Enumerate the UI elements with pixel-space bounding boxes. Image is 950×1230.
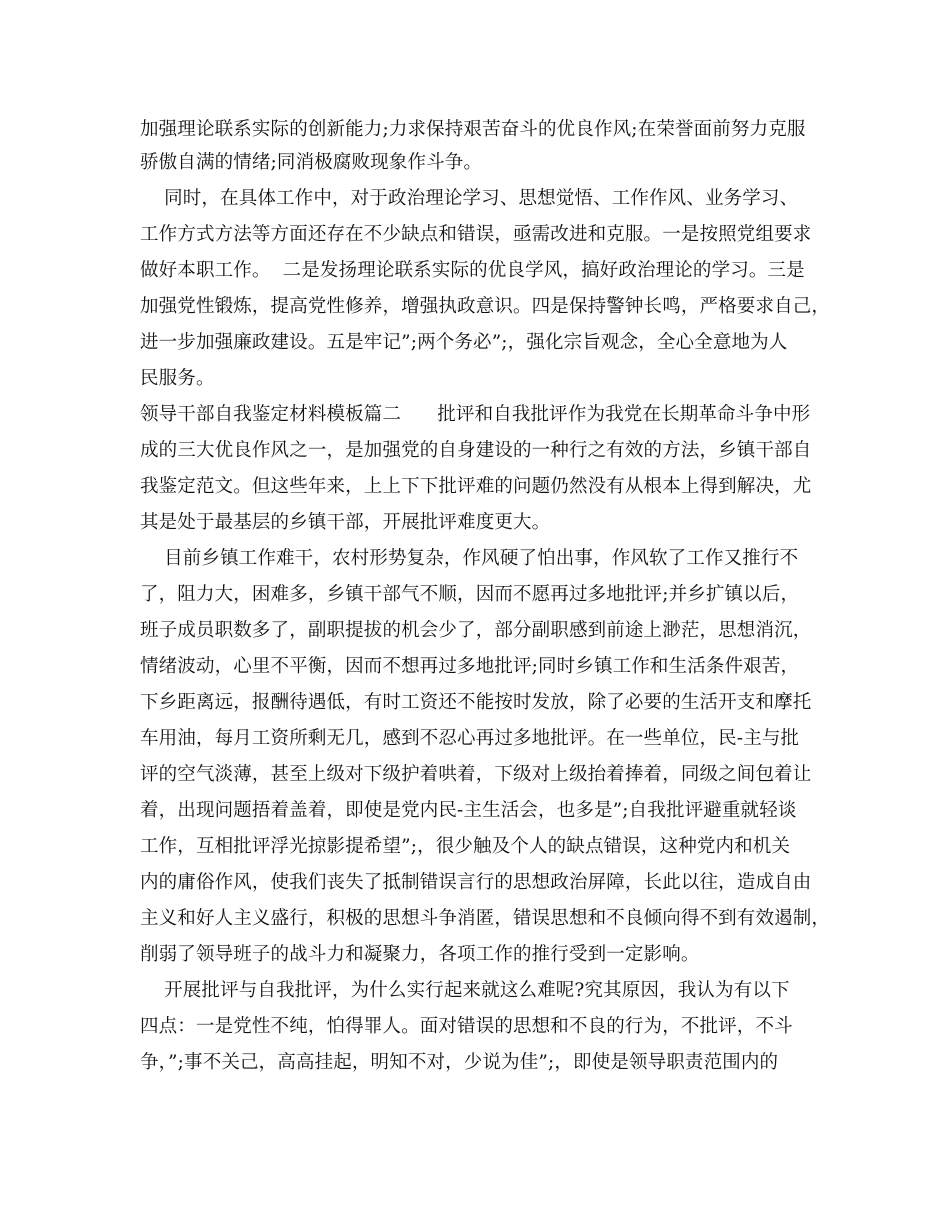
text-line: 下乡距离远，报酬待遇低，有时工资还不能按时发放，除了必要的生活开支和摩托 bbox=[140, 692, 812, 713]
text-line: 做好本职工作。 二是发扬理论联系实际的优良学风，搞好政治理论的学习。三是 bbox=[140, 260, 805, 281]
text-line: 主义和好人主义盛行，积极的思想斗争消匿，错误思想和不良倾向得不到有效遏制， bbox=[140, 908, 831, 929]
text-line: 着，出现问题捂着盖着，即使是党内民-主生活会，也多是”;自我批评避重就轻谈 bbox=[140, 800, 797, 821]
text-line: 进一步加强廉政建设。五是牢记”;两个务必”;，强化宗旨观念，全心全意地为人 bbox=[140, 332, 788, 353]
text-line: 内的庸俗作风，使我们丧失了抵制错误言行的思想政治屏障，长此以往，造成自由 bbox=[140, 872, 812, 893]
text-line: 骄傲自满的情绪;同消极腐败现象作斗争。 bbox=[140, 152, 483, 173]
section-heading-line: 领导干部自我鉴定材料模板篇二 批评和自我批评作为我党在长期革命斗争中形 bbox=[140, 404, 811, 425]
text-line: 了，阻力大，困难多，乡镇干部气不顺，因而不愿再过多地批评;并乡扩镇以后， bbox=[140, 584, 800, 605]
text-line: 削弱了领导班子的战斗力和凝聚力，各项工作的推行受到一定影响。 bbox=[140, 944, 700, 965]
text-line: 目前乡镇工作难干，农村形势复杂，作风硬了怕出事，作风软了工作又推行不 bbox=[140, 548, 799, 569]
text-line: 其是处于最基层的乡镇干部，开展批评难度更大。 bbox=[140, 512, 551, 533]
text-line: 工作，互相批评浮光掠影提希望”;，很少触及个人的缺点错误，这种党内和机关 bbox=[140, 836, 791, 857]
text-line: 同时，在具体工作中，对于政治理论学习、思想觉悟、工作作风、业务学习、 bbox=[140, 188, 799, 209]
text-line: 车用油，每月工资所剩无几，感到不忍心再过多地批评。在一些单位，民-主与批 bbox=[140, 728, 800, 749]
text-line: 成的三大优良作风之一，是加强党的自身建设的一种行之有效的方法，乡镇干部自 bbox=[140, 440, 812, 461]
text-line: 开展批评与自我批评，为什么实行起来就这么难呢?究其原因，我认为有以下 bbox=[140, 980, 790, 1001]
text-line: 情绪波动，心里不平衡，因而不想再过多地批评;同时乡镇工作和生活条件艰苦， bbox=[140, 656, 800, 677]
text-line: 班子成员职数多了，副职提拔的机会少了，部分副职感到前途上渺茫，思想消沉， bbox=[140, 620, 812, 641]
text-line: 争，”;事不关己，高高挂起，明知不对，少说为佳”;，即使是领导职责范围内的 bbox=[140, 1052, 779, 1073]
text-line: 评的空气淡薄，甚至上级对下级护着哄着，下级对上级抬着捧着，同级之间包着让 bbox=[140, 764, 812, 785]
text-line: 四点：一是党性不纯，怕得罪人。面对错误的思想和不良的行为，不批评，不斗 bbox=[140, 1016, 793, 1037]
text-line: 加强党性锻炼，提高党性修养，增强执政意识。四是保持警钟长鸣，严格要求自己， bbox=[140, 296, 831, 317]
text-line: 加强理论联系实际的创新能力;力求保持艰苦奋斗的优良作风;在荣誉面前努力克服 bbox=[140, 119, 806, 140]
text-line: 我鉴定范文。但这些年来，上上下下批评难的问题仍然没有从根本上得到解决，尤 bbox=[140, 476, 812, 497]
text-line: 工作方式方法等方面还存在不少缺点和错误，亟需改进和克服。一是按照党组要求 bbox=[140, 224, 812, 245]
text-line: 民服务。 bbox=[140, 368, 215, 389]
